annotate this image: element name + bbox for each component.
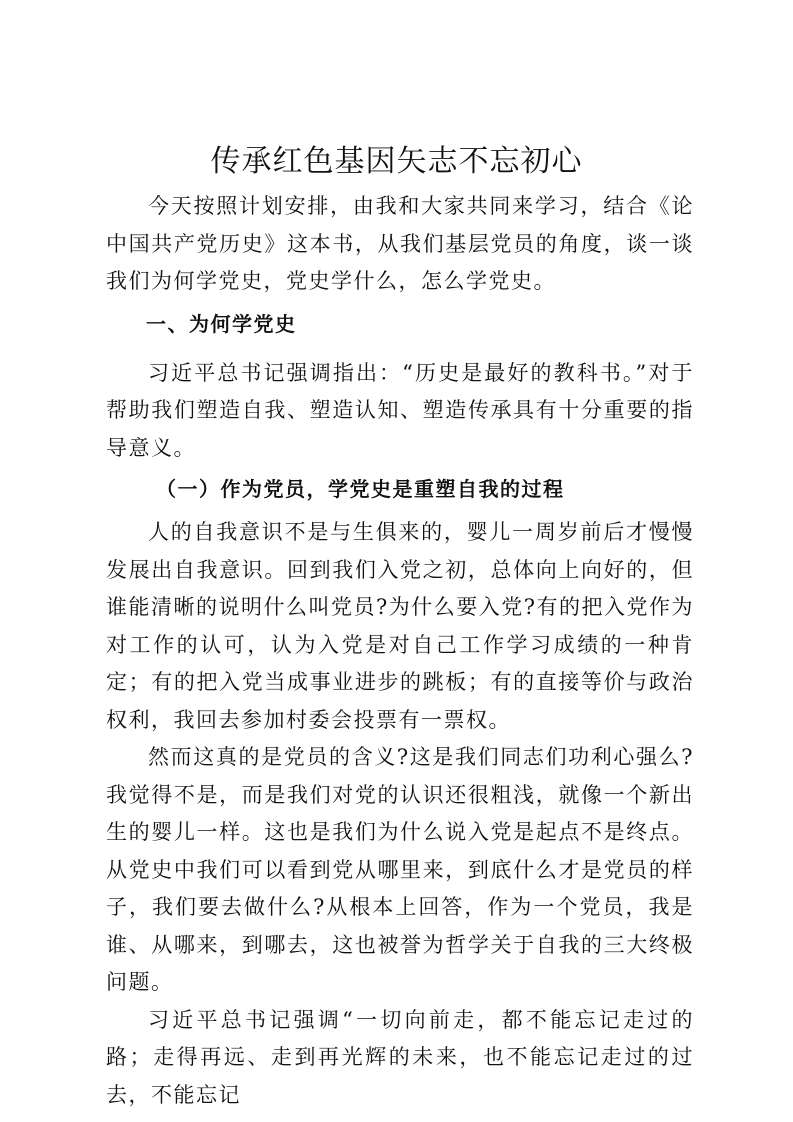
subsection-heading-reshape-self: （一）作为党员，学党史是重塑自我的过程 xyxy=(156,477,565,501)
paragraph-textbook-quote: 习近平总书记强调指出：“历史是最好的教科书。”对于帮助我们塑造自我、塑造认知、塑造传承具有十分重要的指导意义。 xyxy=(106,360,694,460)
intro-paragraph: 今天按照计划安排，由我和大家共同来学习，结合《论中国共产党历史》这本书，从我们基层党员的角度，谈一谈我们为何学党史，党史学什么，怎么学党史。 xyxy=(106,194,694,293)
paragraph-party-member-meaning: 然而这真的是党员的含义?这是我们同志们功利心强么?我觉得不是，而是我们对党的认识还很粗浅，就像一个新出生的婴儿一样。这也是我们为什么说入党是起点不是终点。从党史中我们可以看到党从哪里来，到底什么才是党员的样子，我们要去做什么?从根本上回答，作为一个党员，我是谁、从哪来，到哪去，这也被誉为哲学关于自我的三大终极问题。 xyxy=(106,745,694,994)
section-heading-why-study: 一、为何学党史 xyxy=(146,311,297,336)
document-title: 传承红色基因矢志不忘初心 xyxy=(210,144,583,179)
paragraph-self-awareness: 人的自我意识不是与生俱来的，婴儿一周岁前后才慢慢发展出自我意识。回到我们入党之初，总体向上向好的，但谁能清晰的说明什么叫党员?为什么要入党?有的把入党作为对工作的认可，认为入党是对自己工作学习成绩的一种肯定；有的把入党当成事业进步的跳板；有的直接等价与政治权利，我回去参加村委会投票有一票权。 xyxy=(106,520,695,732)
document-body xyxy=(106,188,694,1114)
paragraph-xi-quote: 习近平总书记强调“一切向前走，都不能忘记走过的路；走得再远、走到再光辉的未来，也不能忘记走过的过去，不能忘记 xyxy=(106,1007,694,1107)
